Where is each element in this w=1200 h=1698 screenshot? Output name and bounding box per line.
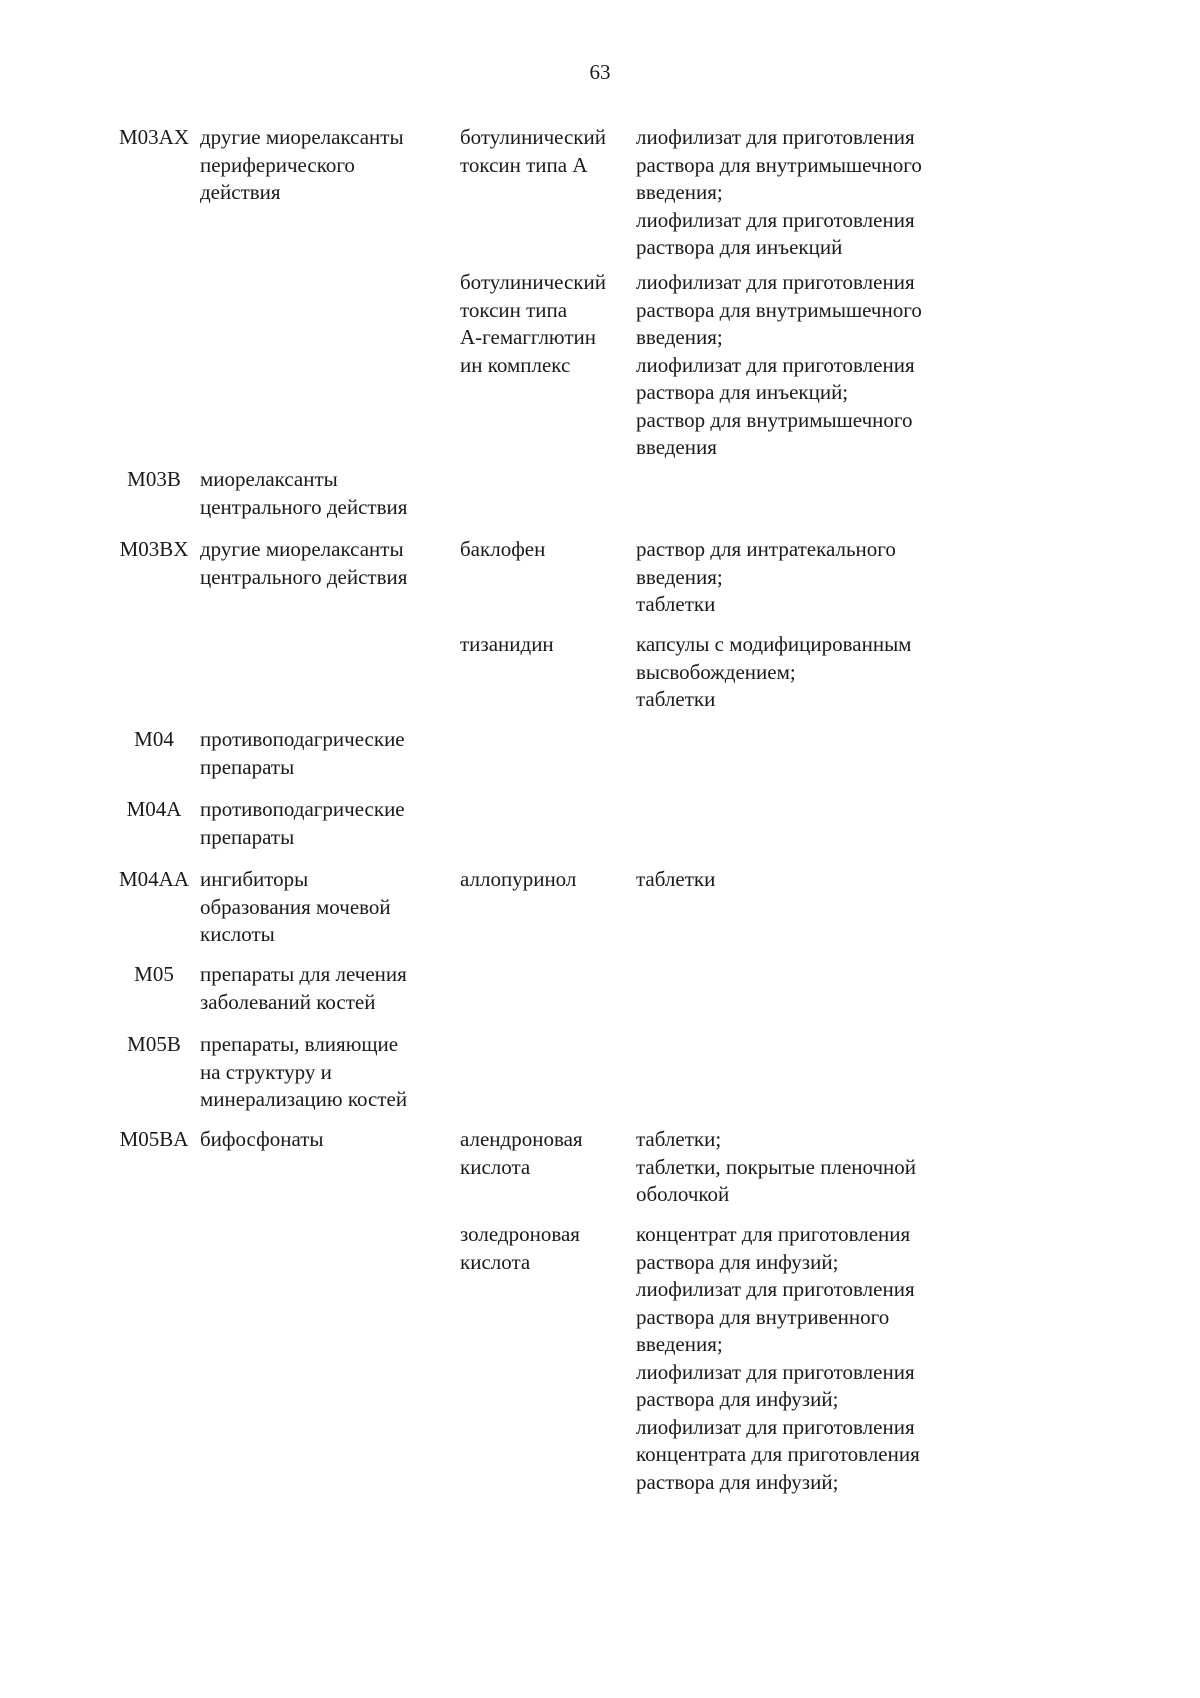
table-row [108,124,1008,269]
dosage-forms: лиофилизат для приготовления раствора для внутримышечного введения; лиофилизат для приготовления раствора для инъекций [636,125,922,259]
dosage-forms: капсулы с модифицированным высвобождением; таблетки [636,632,912,711]
table-row [108,796,1008,866]
group-name: противоподагрические препараты [200,727,405,779]
drug-name: золедроновая кислота [460,1222,580,1274]
drug-name: тизанидин [460,632,554,656]
drug-name: баклофен [460,537,546,561]
dosage-forms: таблетки; таблетки, покрытые пленочной оболочкой [636,1127,917,1206]
dosage-forms: таблетки [636,867,716,891]
drug-name: ботулинический токсин типа A-гемагглютин ин комплекс [460,270,606,377]
atc-code: M05BA [119,1127,189,1151]
atc-code: M05 [134,962,174,986]
table-row [108,536,1008,631]
drug-table [108,124,1008,1496]
group-name: противоподагрические препараты [200,797,405,849]
table-row [108,466,1008,536]
table-row [108,269,1008,466]
page-number: 63 [589,60,611,84]
atc-code: M04AA [118,867,189,891]
atc-code: M03B [127,467,181,491]
drug-name: алендроновая кислота [460,1127,583,1179]
group-name: препараты для лечения заболеваний костей [200,962,407,1014]
table-row [108,726,1008,796]
atc-code: M03BX [119,537,189,561]
dosage-forms: концентрат для приготовления раствора для инфузий; лиофилизат для приготовления раствора для внутривенного введения; лиофилизат для приготовления раствора для инфузий; лиофилизат для приготовления концентрата для приготовления раствора для инфузий; [636,1222,920,1494]
group-name: другие миорелаксанты центрального действия [200,537,408,589]
table-row [108,631,1008,726]
group-name: миорелаксанты центрального действия [200,467,408,519]
table-row [108,961,1008,1031]
group-name: другие миорелаксанты периферического действия [200,125,404,204]
group-name: ингибиторы образования мочевой кислоты [200,867,391,946]
table-row [108,1221,1008,1496]
drug-name: ботулинический токсин типа A [460,125,606,177]
dosage-forms: лиофилизат для приготовления раствора для внутримышечного введения; лиофилизат для приготовления раствора для инъекций; раствор для внутримышечного введения [636,270,922,459]
group-name: бифосфонаты [200,1127,324,1151]
atc-code: M04A [126,797,182,821]
dosage-forms: раствор для интратекального введения; таблетки [636,537,896,616]
atc-code: M03AX [118,125,189,149]
table-row [108,1126,1008,1221]
group-name: препараты, влияющие на структуру и минерализацию костей [200,1032,408,1111]
atc-code: M05B [127,1032,181,1056]
drug-name: аллопуринол [460,867,577,891]
table-row [108,1031,1008,1126]
table-row [108,866,1008,961]
atc-code: M04 [134,727,174,751]
